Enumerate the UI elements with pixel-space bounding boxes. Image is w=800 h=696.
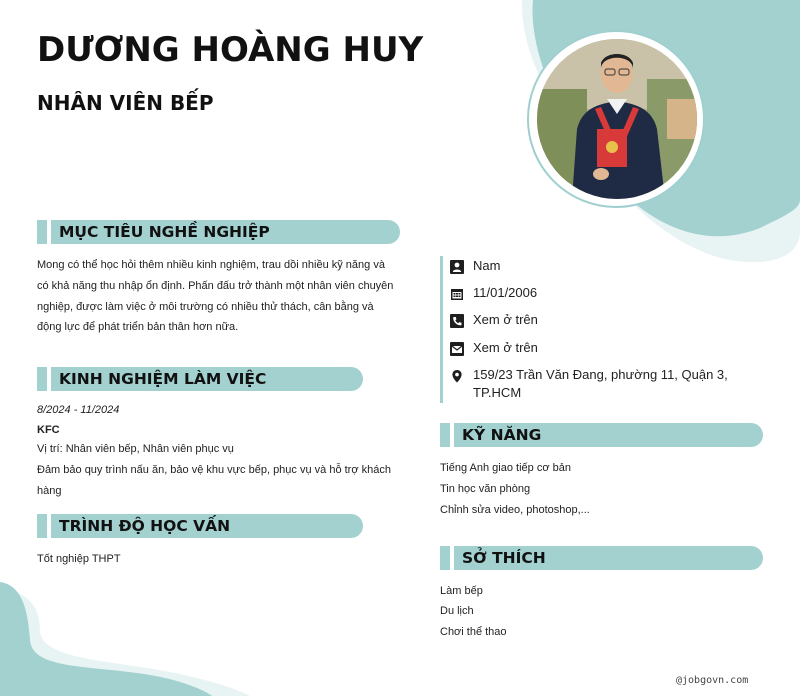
phone-icon [449,313,464,328]
education-header [37,514,363,538]
contact-dob [449,284,749,302]
skills-title: KỸ NĂNG [462,426,542,444]
experience-role: Vị trí: Nhân viên bếp, Nhân viên phục vụ [37,443,234,455]
phone-value: Xem ở trên [473,312,538,327]
skill-item: Tiếng Anh giao tiếp cơ bản [440,462,571,474]
calendar-icon [449,286,464,301]
contact-email [449,339,749,357]
contact-gender [449,257,749,275]
watermark: @jobgovn.com [676,675,749,686]
address-line: TP.HCM [473,385,522,400]
email-icon [449,341,464,356]
experience-desc: hàng [37,485,62,497]
objective-header [37,220,400,244]
skills-header [440,423,763,447]
person-icon [449,259,464,274]
skill-item: Tin học văn phòng [440,483,531,495]
experience-desc: Đảm bảo quy trình nấu ăn, bảo vệ khu vực bếp, phục vụ và hỗ trợ khách [37,464,391,476]
hobby-item: Du lịch [440,605,474,617]
objective-line: động lực để phát triển bản thân hơn nữa. [37,321,239,334]
experience-company: KFC [37,424,60,436]
experience-period: 8/2024 - 11/2024 [37,404,120,416]
experience-header [37,367,363,391]
skill-item: Chỉnh sửa video, photoshop,... [440,504,590,516]
objective-line: Mong có thể học hỏi thêm nhiều kinh nghiệm, trau dồi nhiều kỹ năng và [37,259,385,271]
contact-address [449,366,749,402]
profile-photo [537,39,697,199]
hobbies-title: SỞ THÍCH [462,549,546,567]
contact-divider [440,256,443,403]
address-line: 159/23 Trần Văn Đang, phường 11, Quận 3, [473,367,728,382]
candidate-name: DƯƠNG HOÀNG HUY [37,30,424,70]
job-position: NHÂN VIÊN BẾP [37,91,214,115]
dob-value: 11/01/2006 [473,285,538,300]
objective-title: MỤC TIÊU NGHỀ NGHIỆP [59,223,270,241]
location-icon [449,368,464,383]
contact-phone [449,311,749,329]
objective-line: nghiệp, được làm việc ở môi trường có nhiều thử thách, cân bằng và [37,300,374,313]
education-title: TRÌNH ĐỘ HỌC VẤN [59,517,231,535]
hobbies-header [440,546,763,570]
gender-value: Nam [473,258,501,273]
email-value: Xem ở trên [473,340,538,355]
hobby-item: Làm bếp [440,585,483,597]
experience-title: KINH NGHIỆM LÀM VIỆC [59,370,267,388]
objective-text [37,255,407,338]
address-value [473,366,728,402]
hobby-item: Chơi thể thao [440,626,507,638]
education-text: Tốt nghiệp THPT [37,553,121,565]
objective-line: có khả năng thu nhập ổn định. Phấn đấu trở thành một nhân viên chuyên [37,279,394,292]
